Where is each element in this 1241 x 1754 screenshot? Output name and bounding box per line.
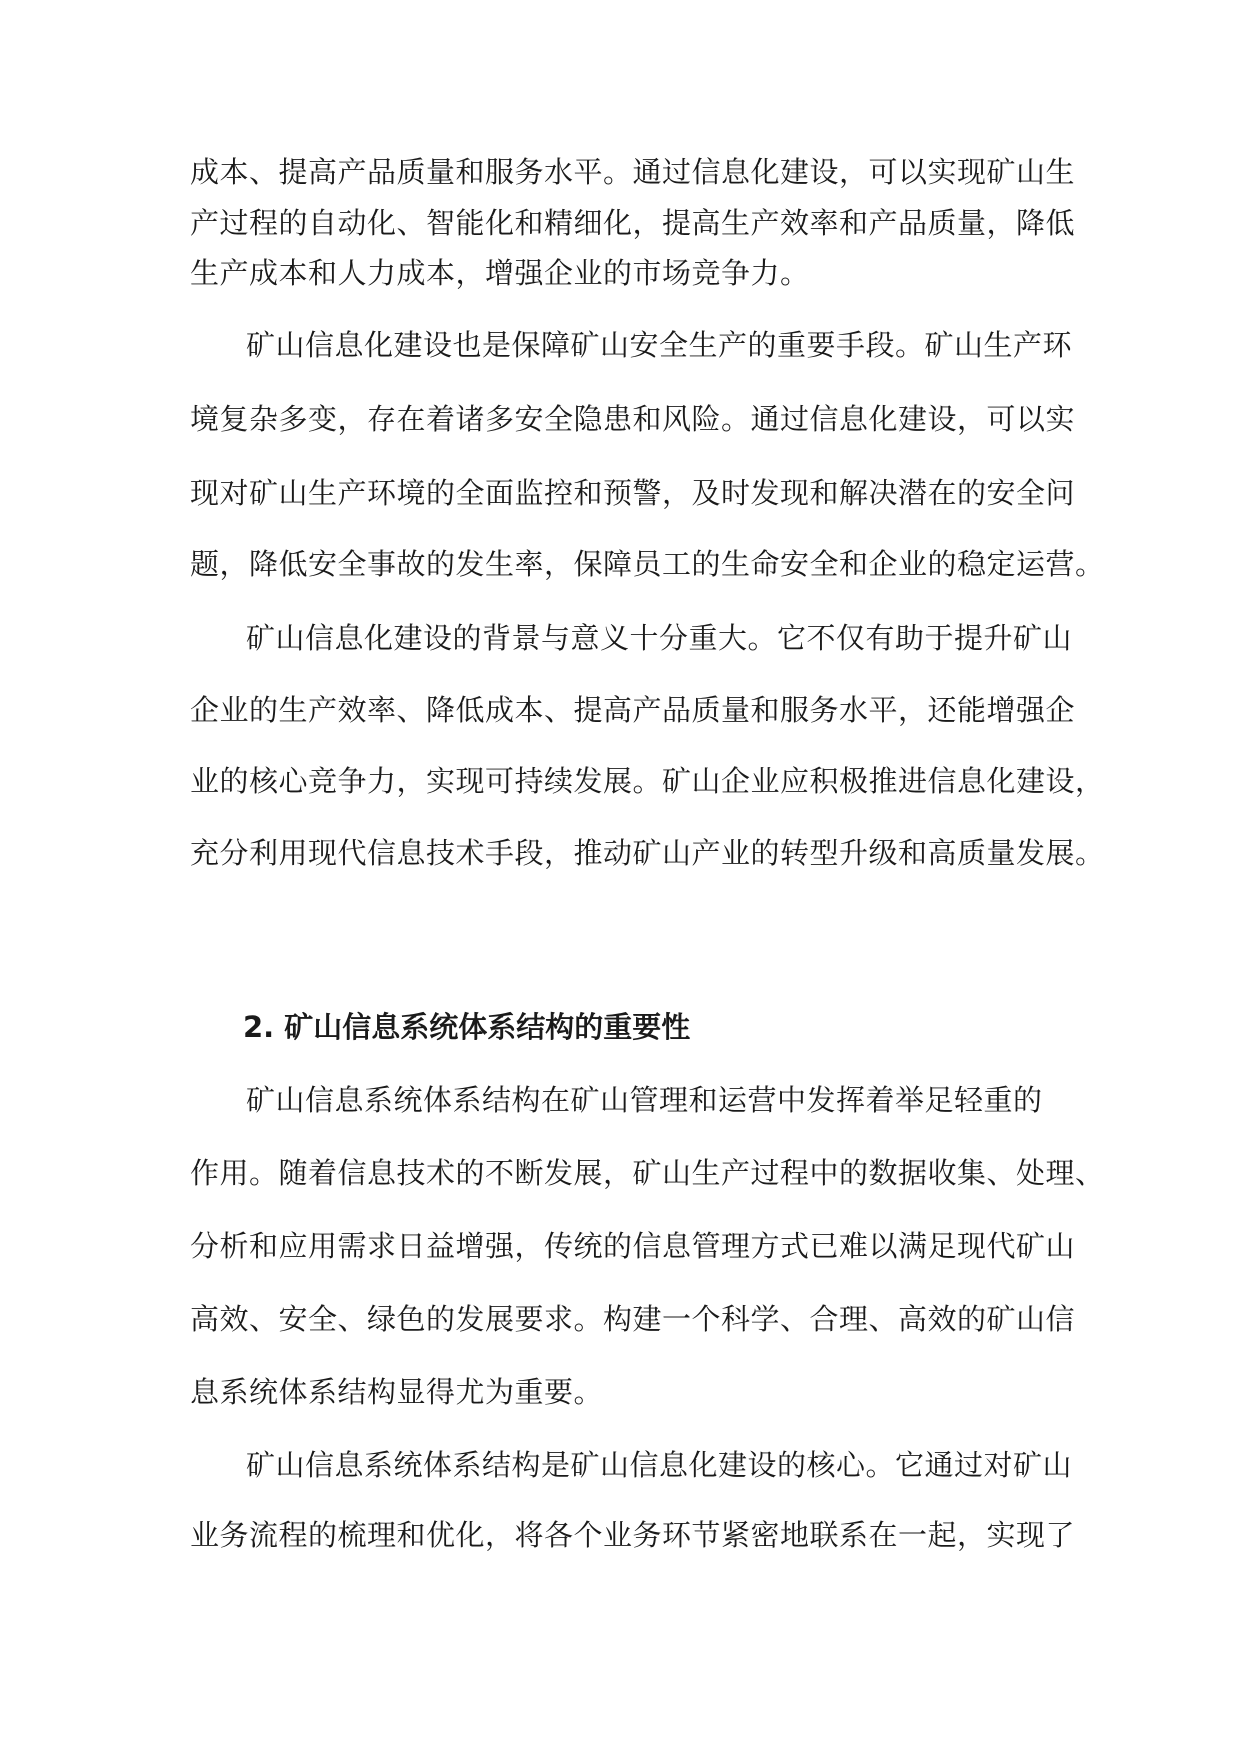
paragraph-line: 成本、提高产品质量和服务水平。通过信息化建设，可以实现矿山生 — [190, 155, 1076, 189]
paragraph-line: 矿山信息化建设的背景与意义十分重大。它不仅有助于提升矿山 — [246, 621, 1073, 655]
paragraph-line: 息系统体系结构显得尤为重要。 — [190, 1375, 604, 1409]
paragraph-line: 生产成本和人力成本，增强企业的市场竞争力。 — [190, 256, 810, 290]
paragraph-line: 题，降低安全事故的发生率，保障员工的生命安全和企业的稳定运营。 — [190, 547, 1105, 581]
paragraph-line: 产过程的自动化、智能化和精细化，提高生产效率和产品质量，降低 — [190, 206, 1076, 240]
paragraph-line: 作用。随着信息技术的不断发展，矿山生产过程中的数据收集、处理、 — [190, 1156, 1105, 1190]
paragraph-line: 业务流程的梳理和优化，将各个业务环节紧密地联系在一起，实现了 — [190, 1518, 1076, 1552]
paragraph-line: 矿山信息系统体系结构是矿山信息化建设的核心。它通过对矿山 — [246, 1448, 1073, 1482]
paragraph-line: 矿山信息系统体系结构在矿山管理和运营中发挥着举足轻重的 — [246, 1083, 1043, 1117]
paragraph-line: 分析和应用需求日益增强，传统的信息管理方式已难以满足现代矿山 — [190, 1229, 1076, 1263]
paragraph-line: 业的核心竞争力，实现可持续发展。矿山企业应积极推进信息化建设， — [190, 764, 1105, 798]
paragraph-line: 境复杂多变，存在着诸多安全隐患和风险。通过信息化建设，可以实 — [190, 402, 1076, 436]
paragraph-line: 高效、安全、绿色的发展要求。构建一个科学、合理、高效的矿山信 — [190, 1302, 1076, 1336]
paragraph-line: 现对矿山生产环境的全面监控和预警，及时发现和解决潜在的安全问 — [190, 476, 1076, 510]
paragraph-line: 企业的生产效率、降低成本、提高产品质量和服务水平，还能增强企 — [190, 693, 1076, 727]
paragraph-line: 矿山信息化建设也是保障矿山安全生产的重要手段。矿山生产环 — [246, 328, 1073, 362]
section-heading: 2. 矿山信息系统体系结构的重要性 — [243, 1010, 691, 1044]
paragraph-line: 充分利用现代信息技术手段，推动矿山产业的转型升级和高质量发展。 — [190, 836, 1105, 870]
